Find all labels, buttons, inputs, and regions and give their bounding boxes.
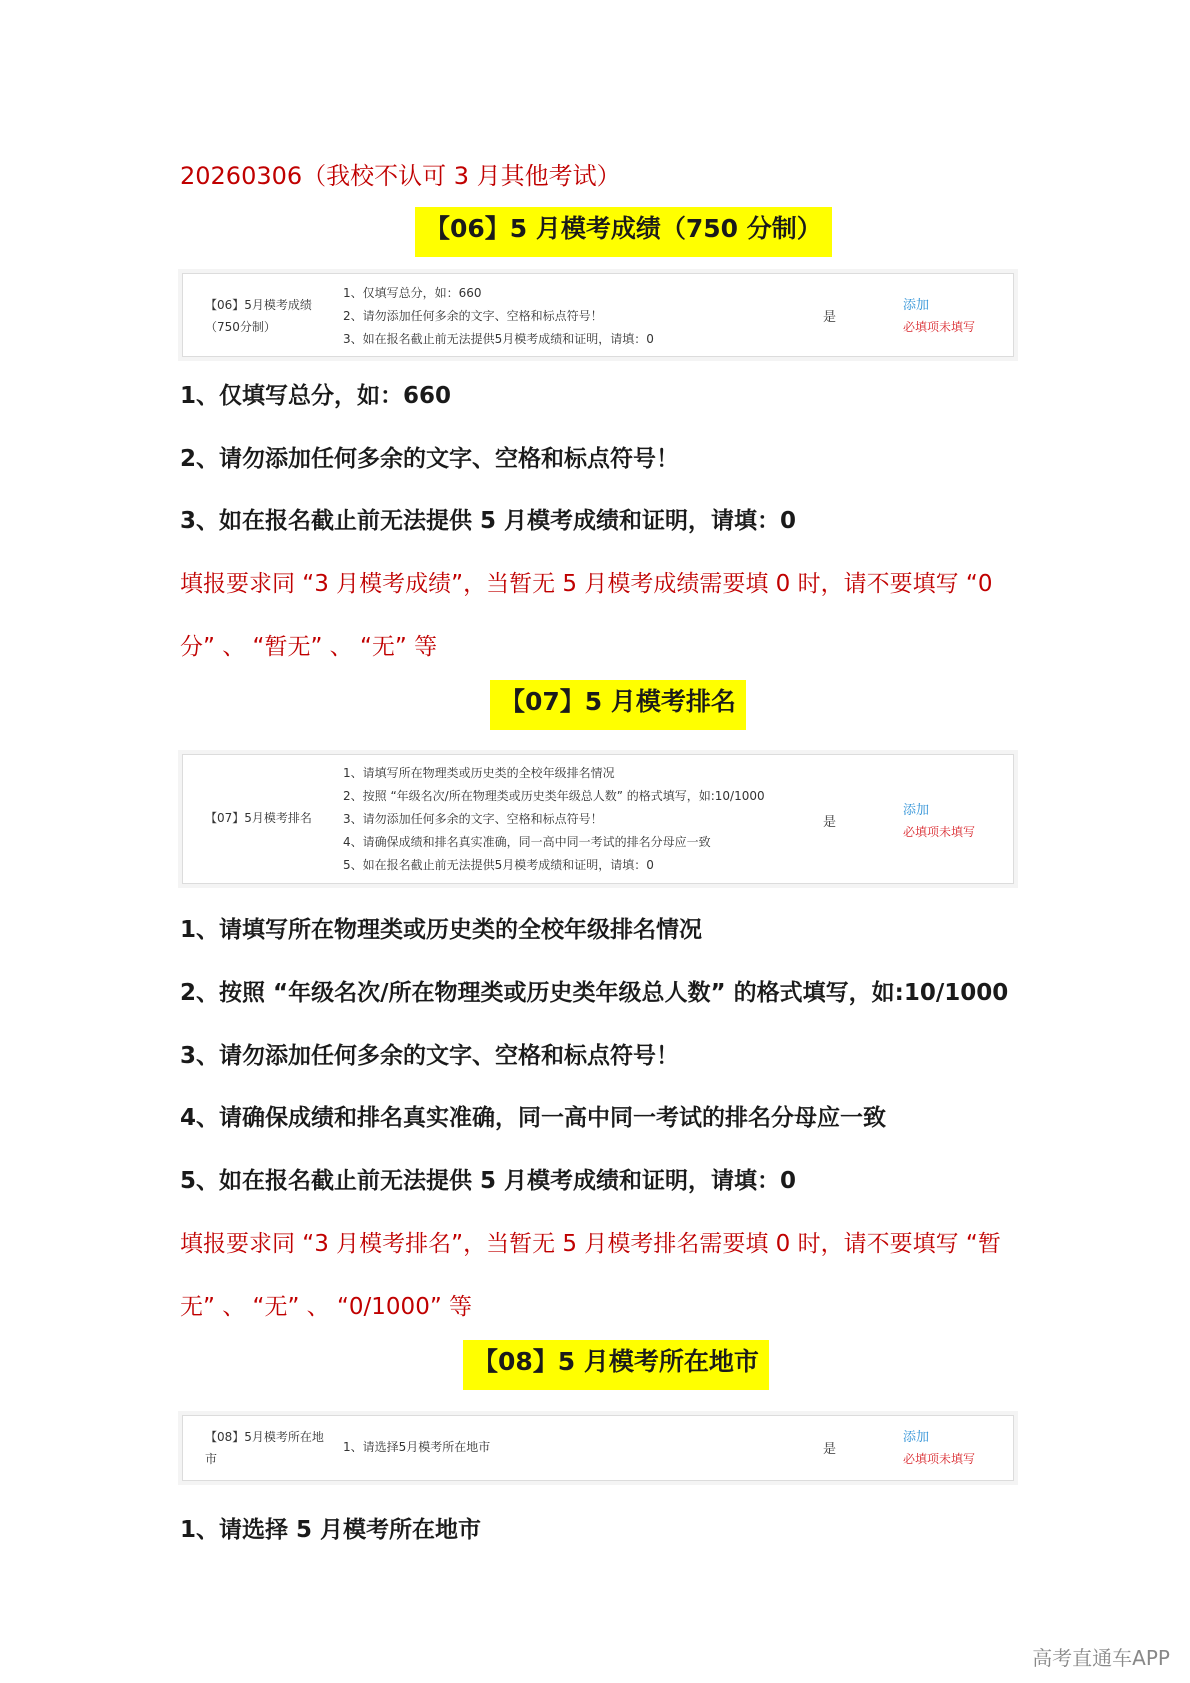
add-link[interactable]: 添加 [903, 803, 930, 818]
section-title-06: 【06】5 月模考成绩（750 分制） [415, 207, 832, 257]
form-snapshot-08 [182, 1415, 1014, 1481]
date-line: 20260306（我校不认可 3 月其他考试） [180, 162, 621, 190]
field-label-line: （750分制） [205, 320, 276, 334]
required-warning: 必填项未填写 [903, 320, 976, 334]
list-item: 4、请确保成绩和排名真实准确，同一高中同一考试的排名分母应一致 [180, 1105, 887, 1131]
note-line: 无” 、 “无” 、 “0/1000” 等 [180, 1294, 473, 1320]
field-requirements [343, 282, 654, 351]
list-item: 3、请勿添加任何多余的文字、空格和标点符号！ [180, 1043, 680, 1069]
field-requirements [343, 762, 765, 877]
field-label-line: 【08】5月模考所在地 [205, 1430, 324, 1444]
field-label-line: 【06】5月模考成绩 [205, 298, 312, 312]
required-flag: 是 [823, 310, 837, 325]
list-item: 2、按照 “年级名次/所在物理类或历史类年级总人数” 的格式填写，如:10/1000 [180, 980, 1009, 1006]
section-title-08: 【08】5 月模考所在地市 [463, 1340, 769, 1390]
required-warning: 必填项未填写 [903, 825, 976, 839]
list-item: 1、请填写所在物理类或历史类的全校年级排名情况 [180, 917, 703, 943]
requirement-line: 1、请填写所在物理类或历史类的全校年级排名情况 [343, 766, 615, 780]
requirement-line: 4、请确保成绩和排名真实准确，同一高中同一考试的排名分母应一致 [343, 835, 711, 849]
requirement-line: 3、请勿添加任何多余的文字、空格和标点符号！ [343, 812, 603, 826]
list-item: 1、请选择 5 月模考所在地市 [180, 1517, 482, 1543]
note-line: 分” 、 “暂无” 、 “无” 等 [180, 634, 438, 660]
list-item: 2、请勿添加任何多余的文字、空格和标点符号！ [180, 446, 680, 472]
requirement-line: 3、如在报名截止前无法提供5月模考成绩和证明，请填：0 [343, 332, 654, 346]
required-flag: 是 [823, 815, 837, 830]
form-snapshot-07 [182, 754, 1014, 884]
field-label-line: 【07】5月模考排名 [205, 811, 312, 825]
add-link[interactable]: 添加 [903, 1430, 930, 1445]
note-line: 填报要求同 “3 月模考成绩”，当暂无 5 月模考成绩需要填 0 时，请不要填写 “0 [180, 571, 993, 597]
required-warning: 必填项未填写 [903, 1452, 976, 1466]
field-label-line: 市 [205, 1452, 218, 1466]
list-item: 3、如在报名截止前无法提供 5 月模考成绩和证明，请填：0 [180, 508, 797, 534]
watermark-text: 高考直通车APP [1032, 1646, 1170, 1670]
requirement-line: 5、如在报名截止前无法提供5月模考成绩和证明，请填：0 [343, 858, 654, 872]
requirement-line: 2、按照 “年级名次/所在物理类或历史类年级总人数” 的格式填写，如:10/1000 [343, 789, 765, 803]
note-line: 填报要求同 “3 月模考排名”，当暂无 5 月模考排名需要填 0 时，请不要填写 “暂 [180, 1231, 1001, 1257]
required-flag: 是 [823, 1442, 837, 1457]
section-title-07: 【07】5 月模考排名 [490, 680, 746, 730]
field-requirements [343, 1436, 490, 1459]
requirement-line: 1、仅填写总分，如：660 [343, 286, 482, 300]
field-label [205, 1426, 324, 1470]
form-snapshot-06 [182, 273, 1014, 357]
list-item: 5、如在报名截止前无法提供 5 月模考成绩和证明，请填：0 [180, 1168, 797, 1194]
field-label [205, 294, 312, 338]
list-item: 1、仅填写总分，如：660 [180, 383, 452, 409]
requirement-line: 1、请选择5月模考所在地市 [343, 1440, 491, 1454]
add-link[interactable]: 添加 [903, 298, 930, 313]
field-label [205, 807, 312, 829]
requirement-line: 2、请勿添加任何多余的文字、空格和标点符号！ [343, 309, 603, 323]
